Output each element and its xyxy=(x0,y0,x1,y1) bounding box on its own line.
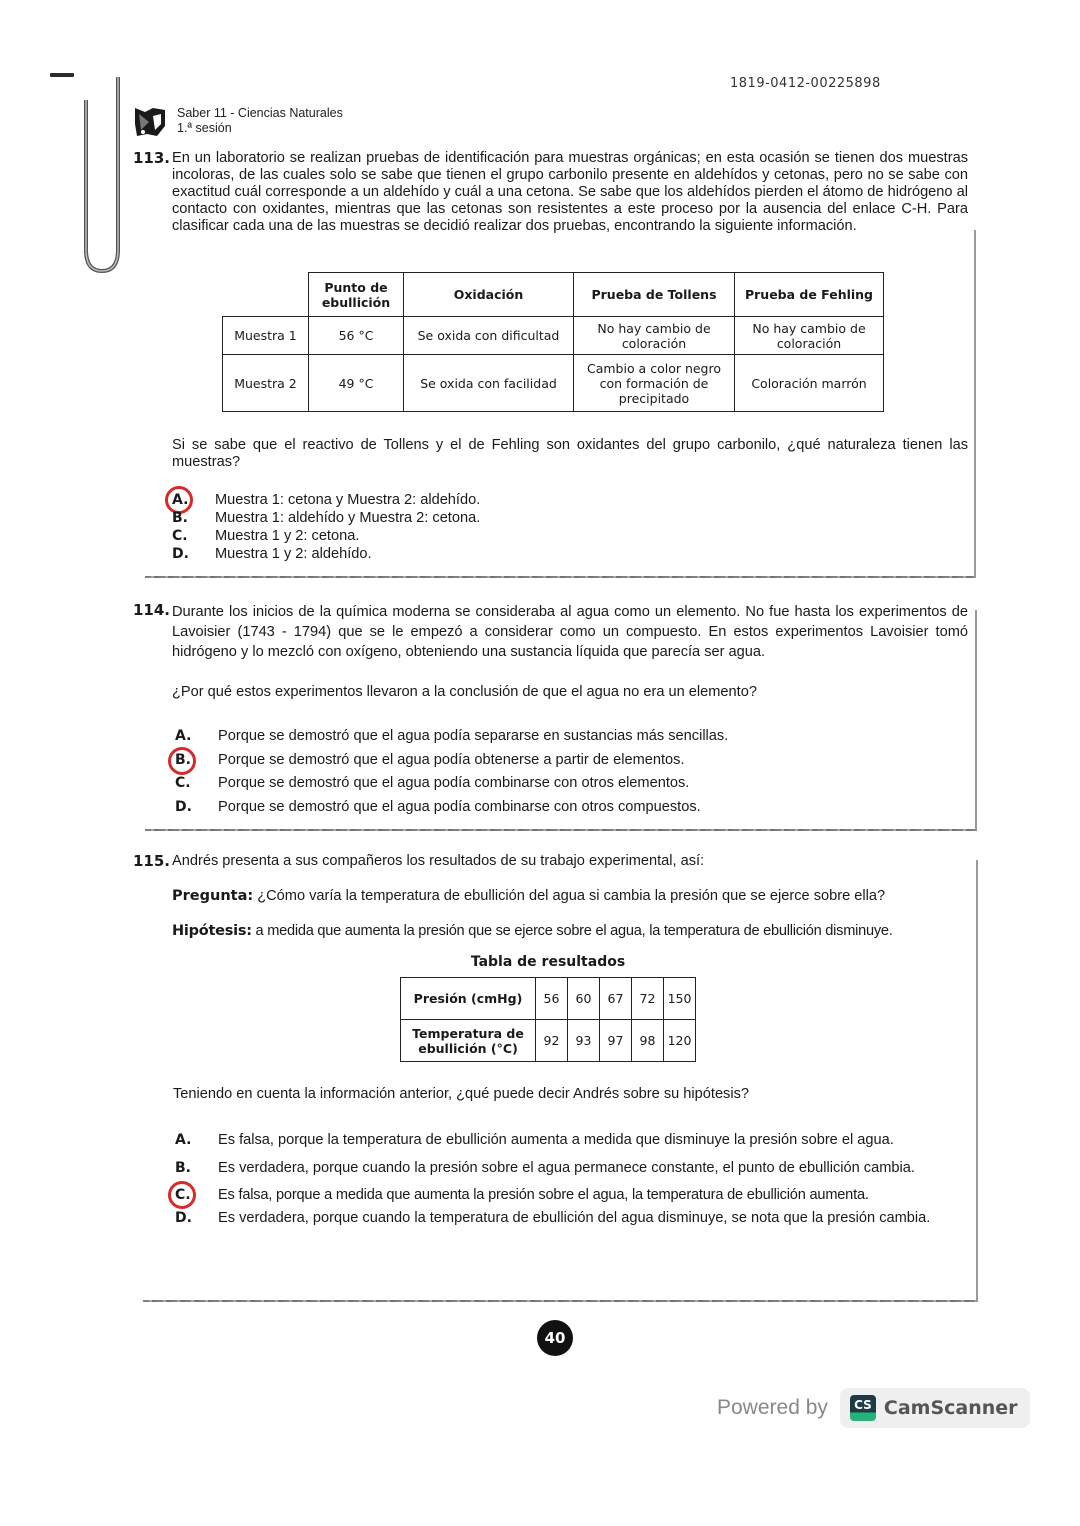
option-a[interactable] xyxy=(173,1131,970,1150)
option-text: Es falsa, porque la temperatura de ebullición aumenta a medida que disminuye la presión sobre el agua. xyxy=(218,1132,894,1148)
table-cell: Muestra 2 xyxy=(223,355,309,412)
option-b[interactable] xyxy=(173,749,873,773)
table-cell: 150 xyxy=(664,978,696,1020)
table-cell: 67 xyxy=(600,978,632,1020)
hipotesis-label: Hipótesis: xyxy=(172,923,252,939)
results-table xyxy=(400,977,696,1062)
pregunta-text: ¿Cómo varía la temperatura de ebullición del agua si cambia la presión que se ejerce sobre ella? xyxy=(253,888,886,904)
section-divider xyxy=(143,1300,978,1302)
option-c[interactable] xyxy=(173,1186,970,1205)
camscanner-watermark xyxy=(717,1388,1030,1428)
camscanner-name: CamScanner xyxy=(883,1397,1018,1419)
option-d[interactable] xyxy=(170,545,770,563)
table-cell: 56 xyxy=(536,978,568,1020)
table-cell: 60 xyxy=(568,978,600,1020)
table-row xyxy=(223,317,884,355)
option-text: Muestra 1: aldehído y Muestra 2: cetona. xyxy=(215,510,481,526)
option-a[interactable] xyxy=(173,725,873,749)
powered-by-label: Powered by xyxy=(717,1396,828,1419)
option-letter: C. xyxy=(172,528,188,544)
option-text: Porque se demostró que el agua podía obtenerse a partir de elementos. xyxy=(218,751,685,768)
table-cell: 97 xyxy=(600,1020,632,1062)
option-letter: C. xyxy=(175,1187,191,1203)
samples-table xyxy=(222,272,884,412)
option-letter: D. xyxy=(175,798,192,815)
question-prompt: ¿Por qué estos experimentos llevaron a la conclusión de que el agua no era un elemento? xyxy=(172,684,757,700)
table-cell: Se oxida con dificultad xyxy=(404,317,574,355)
option-letter: D. xyxy=(172,546,189,562)
section-divider xyxy=(145,576,975,578)
question-stem: En un laboratorio se realizan pruebas de identificación para muestras orgánicas; en esta ocasión se tienen dos muestras incoloras, de las cuales solo se sabe que tienen el grupo carbonilo presente en aldehídos y cetonas, pero no se sabe con exactitud cuál corresponde a un aldehído y cuál a una cetona. Se sabe que los aldehídos pierden el átomo de hidrógeno al contacto con oxidantes, mientras que las cetonas son resistentes a este proceso por la ausencia del enlace C-H. Para clasificar cada una de las muestras se decidió realizar dos pruebas, encontrando la siguiente información. xyxy=(172,150,968,234)
option-text: Porque se demostró que el agua podía combinarse con otros compuestos. xyxy=(218,798,701,815)
pregunta-label: Pregunta: xyxy=(172,888,254,904)
option-text: Porque se demostró que el agua podía separarse en sustancias más sencillas. xyxy=(218,728,729,744)
question-115 xyxy=(133,853,968,940)
question-113 xyxy=(133,150,968,235)
hipotesis-text: a medida que aumenta la presión que se ejerce sobre el agua, la temperatura de ebullición disminuye. xyxy=(251,923,893,939)
question-prompt: Si se sabe que el reactivo de Tollens y el de Fehling son oxidantes del grupo carbonilo, ¿qué naturaleza tienen las muestras? xyxy=(172,437,968,470)
option-text: Es verdadera, porque cuando la temperatura de ebullición del agua disminuye, se nota que la presión cambia. xyxy=(218,1209,931,1226)
answer-mark-circle xyxy=(168,747,196,775)
option-text: Porque se demostró que el agua podía combinarse con otros elementos. xyxy=(218,775,690,791)
option-c[interactable] xyxy=(170,527,770,545)
results-table-title: Tabla de resultados xyxy=(470,954,626,970)
option-letter: B. xyxy=(175,751,191,768)
table-header: Prueba de Tollens xyxy=(574,273,735,317)
table-cell: 98 xyxy=(632,1020,664,1062)
option-letter: B. xyxy=(175,1159,191,1176)
options-114 xyxy=(173,725,873,819)
document-header xyxy=(133,106,343,138)
table-cell: Cambio a color negro con formación de precipitado xyxy=(574,355,735,412)
option-text: Muestra 1 y 2: aldehído. xyxy=(215,546,372,562)
camscanner-badge[interactable] xyxy=(840,1388,1030,1428)
icfes-logo-icon xyxy=(133,106,167,138)
table-row-header: Temperatura de ebullición (°C) xyxy=(401,1020,536,1062)
question-prompt: Teniendo en cuenta la información anterior, ¿qué puede decir Andrés sobre su hipótesis? xyxy=(173,1086,750,1102)
table-header: Oxidación xyxy=(404,273,574,317)
table-cell: No hay cambio de coloración xyxy=(735,317,884,355)
table-row xyxy=(401,1020,696,1062)
option-c[interactable] xyxy=(173,772,873,796)
option-d[interactable] xyxy=(173,1209,970,1228)
option-letter: C. xyxy=(175,775,191,791)
option-text: Es verdadera, porque cuando la presión sobre el agua permanece constante, el punto de ebullición cambia. xyxy=(218,1159,915,1176)
option-text: Es falsa, porque a medida que aumenta la presión sobre el agua, la temperatura de ebullición aumenta. xyxy=(218,1187,869,1203)
header-title: Saber 11 - Ciencias Naturales xyxy=(177,106,343,120)
option-d[interactable] xyxy=(173,796,873,820)
table-cell: No hay cambio de coloración xyxy=(574,317,735,355)
table-row-header: Presión (cmHg) xyxy=(401,978,536,1020)
question-114 xyxy=(133,602,968,701)
question-115-prompt xyxy=(173,1086,969,1103)
table-cell: 92 xyxy=(536,1020,568,1062)
options-115 xyxy=(173,1131,970,1227)
option-letter: A. xyxy=(172,492,189,508)
option-a[interactable] xyxy=(170,491,770,509)
camscanner-logo-icon: CS xyxy=(850,1395,876,1421)
document-code: 1819-0412-00225898 xyxy=(730,75,881,92)
section-divider xyxy=(145,829,977,831)
table-cell: 120 xyxy=(664,1020,696,1062)
table-cell: 93 xyxy=(568,1020,600,1062)
table-cell: Se oxida con facilidad xyxy=(404,355,574,412)
table-row xyxy=(401,978,696,1020)
option-letter: D. xyxy=(175,1209,192,1226)
section-border xyxy=(976,860,978,1302)
hipotesis-line xyxy=(172,923,968,940)
question-stem: Andrés presenta a sus compañeros los resultados de su trabajo experimental, así: xyxy=(172,853,705,869)
header-session: 1.ª sesión xyxy=(177,121,232,135)
table-cell: 49 °C xyxy=(309,355,404,412)
option-letter: B. xyxy=(172,510,188,526)
table-cell: Muestra 1 xyxy=(223,317,309,355)
paperclip-icon xyxy=(72,75,122,275)
question-number: 113. xyxy=(133,149,171,167)
section-border xyxy=(975,610,977,830)
table-cell: Coloración marrón xyxy=(735,355,884,412)
table-cell: 72 xyxy=(632,978,664,1020)
table-row xyxy=(223,355,884,412)
option-text: Muestra 1: cetona y Muestra 2: aldehído. xyxy=(215,492,481,508)
question-113-prompt xyxy=(172,437,968,471)
option-text: Muestra 1 y 2: cetona. xyxy=(215,528,360,544)
page-number-badge: 40 xyxy=(537,1320,573,1356)
table-header: Punto de ebullición xyxy=(309,273,404,317)
table-header-blank xyxy=(223,273,309,317)
section-border xyxy=(974,230,976,578)
question-number: 114. xyxy=(133,601,171,619)
table-header: Prueba de Fehling xyxy=(735,273,884,317)
question-number: 115. xyxy=(133,852,171,870)
answer-mark-circle xyxy=(168,1181,196,1209)
question-stem: Durante los inicios de la química moderna se consideraba al agua como un elemento. No fue hasta los experimentos de Lavoisier (1743 - 1794) que se le empezó a considerar como un compuesto. En estos experimentos Lavoisier tomó hidrógeno y lo mezcló con oxígeno, obteniendo una sustancia líquida que parecía ser agua. xyxy=(172,604,968,660)
options-113 xyxy=(170,491,770,563)
option-letter: A. xyxy=(175,1132,192,1148)
option-b[interactable] xyxy=(173,1159,970,1178)
scan-artifact-mark xyxy=(50,73,74,77)
table-cell: 56 °C xyxy=(309,317,404,355)
option-b[interactable] xyxy=(170,509,770,527)
pregunta-line xyxy=(172,888,968,905)
option-letter: A. xyxy=(175,728,192,744)
